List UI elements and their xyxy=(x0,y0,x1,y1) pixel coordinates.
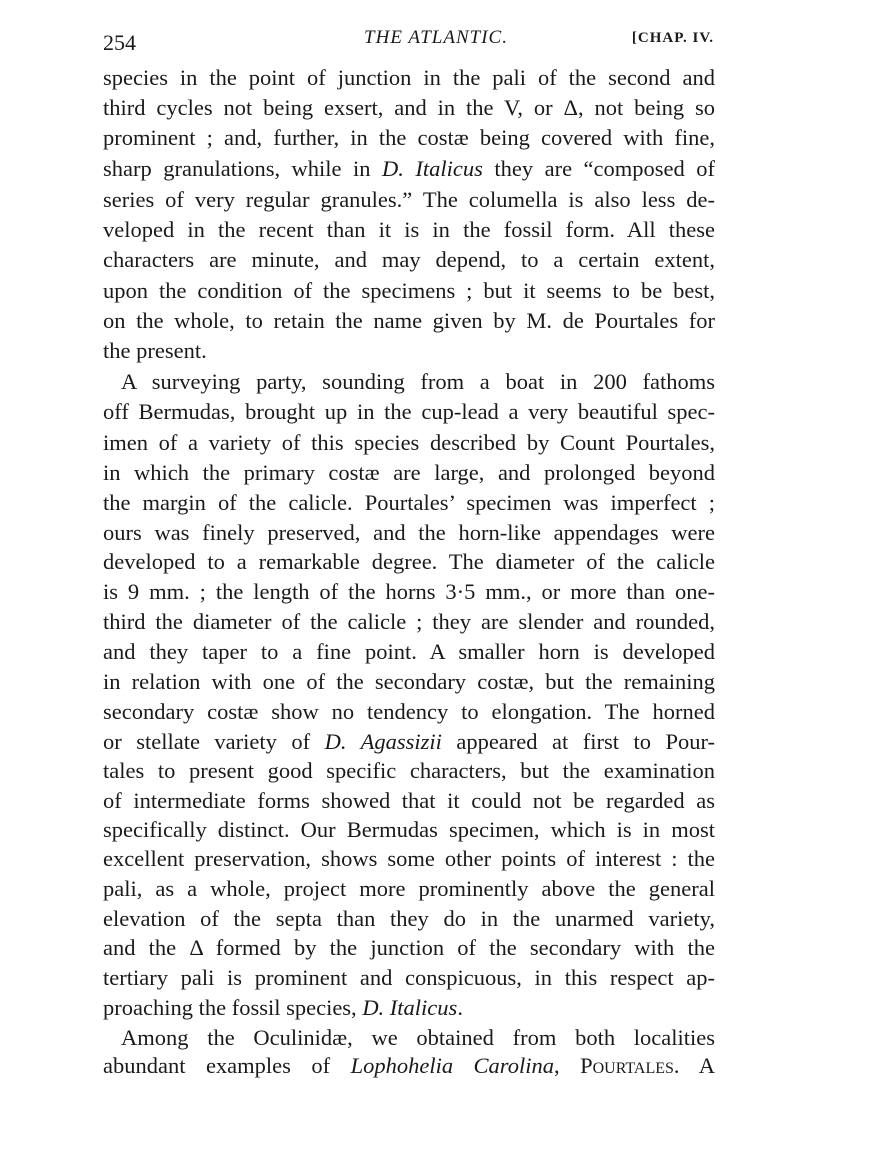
text-line xyxy=(103,788,715,814)
text-line xyxy=(103,817,715,843)
text-line xyxy=(103,65,715,91)
text-segment: ours was finely preserved, and the horn-like appendages were xyxy=(103,520,715,545)
text-line xyxy=(121,369,715,395)
italic-text: D. Agassizii xyxy=(324,729,442,754)
text-line xyxy=(103,490,715,516)
text-line xyxy=(103,95,715,121)
text-segment: imen of a variety of this species described by Count Pourtales, xyxy=(103,430,715,455)
small-caps-text: Pourtales xyxy=(580,1053,674,1078)
text-line xyxy=(103,549,715,575)
text-segment: abundant examples of xyxy=(103,1053,351,1078)
text-segment: the margin of the calicle. Pourtales’ specimen was imperfect ; xyxy=(103,490,715,515)
text-line xyxy=(103,156,715,182)
text-line xyxy=(103,338,715,364)
text-segment: A surveying party, sounding from a boat in 200 fathoms xyxy=(121,369,715,394)
italic-text: Lophohelia Carolina xyxy=(350,1053,554,1078)
text-segment: , xyxy=(553,1053,581,1078)
text-segment: proaching the fossil species, xyxy=(103,995,363,1020)
text-line xyxy=(103,579,715,605)
text-segment: tales to present good specific characters, but the examination xyxy=(103,758,715,783)
text-segment: excellent preservation, shows some other points of interest : the xyxy=(103,846,715,871)
text-segment: characters are minute, and may depend, to a certain extent, xyxy=(103,247,715,272)
text-segment: appeared at first to Pour- xyxy=(441,729,715,754)
text-line xyxy=(103,217,715,243)
text-line xyxy=(103,965,715,991)
text-line xyxy=(103,460,715,486)
text-segment: they are “composed of xyxy=(482,156,715,181)
text-segment: off Bermudas, brought up in the cup-lead a very beautiful spec- xyxy=(103,399,715,424)
page-number: 254 xyxy=(103,30,136,55)
text-segment: in which the primary costæ are large, and prolonged beyond xyxy=(103,460,715,485)
text-segment: pali, as a whole, project more prominently above the general xyxy=(103,876,715,901)
text-line xyxy=(103,639,715,665)
text-segment: on the whole, to retain the name given by M. de Pourtales for xyxy=(103,308,715,333)
text-segment: specifically distinct. Our Bermudas specimen, which is in most xyxy=(103,817,715,842)
text-segment: Among the Oculinidæ, we obtained from both localities xyxy=(121,1025,715,1050)
text-segment: and the Δ formed by the junction of the secondary with the xyxy=(103,935,715,960)
text-segment: . A xyxy=(673,1053,716,1078)
text-line xyxy=(103,995,715,1021)
text-line xyxy=(103,308,715,334)
text-line xyxy=(103,669,715,695)
text-segment: series of very regular granules.” The columella is also less de- xyxy=(103,187,715,212)
text-segment: . xyxy=(457,995,463,1020)
text-line xyxy=(103,1053,715,1079)
text-segment: of intermediate forms showed that it could not be regarded as xyxy=(103,788,715,813)
text-line xyxy=(103,247,715,273)
text-segment: secondary costæ show no tendency to elongation. The horned xyxy=(103,699,715,724)
text-segment: or stellate variety of xyxy=(103,729,325,754)
text-segment: and they taper to a fine point. A smaller horn is developed xyxy=(103,639,715,664)
text-segment: prominent ; and, further, in the costæ being covered with fine, xyxy=(103,125,715,150)
italic-text: D. Italicus xyxy=(382,156,483,181)
text-segment: is 9 mm. ; the length of the horns 3·5 mm., or more than one- xyxy=(103,579,715,604)
italic-text: D. Italicus xyxy=(362,995,458,1020)
text-line xyxy=(103,699,715,725)
text-segment: veloped in the recent than it is in the fossil form. All these xyxy=(103,217,715,242)
text-line xyxy=(103,609,715,635)
text-segment: elevation of the septa than they do in the unarmed variety, xyxy=(103,906,715,931)
text-line xyxy=(103,876,715,902)
text-line xyxy=(103,935,715,961)
chapter-label: [CHAP. IV. xyxy=(631,30,714,46)
running-title: THE ATLANTIC. xyxy=(364,27,508,48)
text-segment: upon the condition of the specimens ; but it seems to be best, xyxy=(103,278,715,303)
text-line xyxy=(103,187,715,213)
text-line xyxy=(103,125,715,151)
text-segment: third the diameter of the calicle ; they are slender and rounded, xyxy=(103,609,715,634)
text-line xyxy=(103,846,715,872)
text-segment: developed to a remarkable degree. The diameter of the calicle xyxy=(103,549,715,574)
text-segment: third cycles not being exsert, and in the V, or Δ, not being so xyxy=(103,95,715,120)
text-segment: tertiary pali is prominent and conspicuous, in this respect ap- xyxy=(103,965,715,990)
text-segment: sharp granulations, while in xyxy=(103,156,383,181)
text-line xyxy=(103,399,715,425)
text-segment: in relation with one of the secondary costæ, but the remaining xyxy=(103,669,715,694)
text-line xyxy=(121,1025,715,1051)
text-segment: the present. xyxy=(103,338,207,363)
text-segment: species in the point of junction in the pali of the second and xyxy=(103,65,715,90)
text-line xyxy=(103,430,715,456)
text-line xyxy=(103,758,715,784)
text-line xyxy=(103,278,715,304)
text-line xyxy=(103,906,715,932)
text-line xyxy=(103,729,715,755)
text-line xyxy=(103,520,715,546)
